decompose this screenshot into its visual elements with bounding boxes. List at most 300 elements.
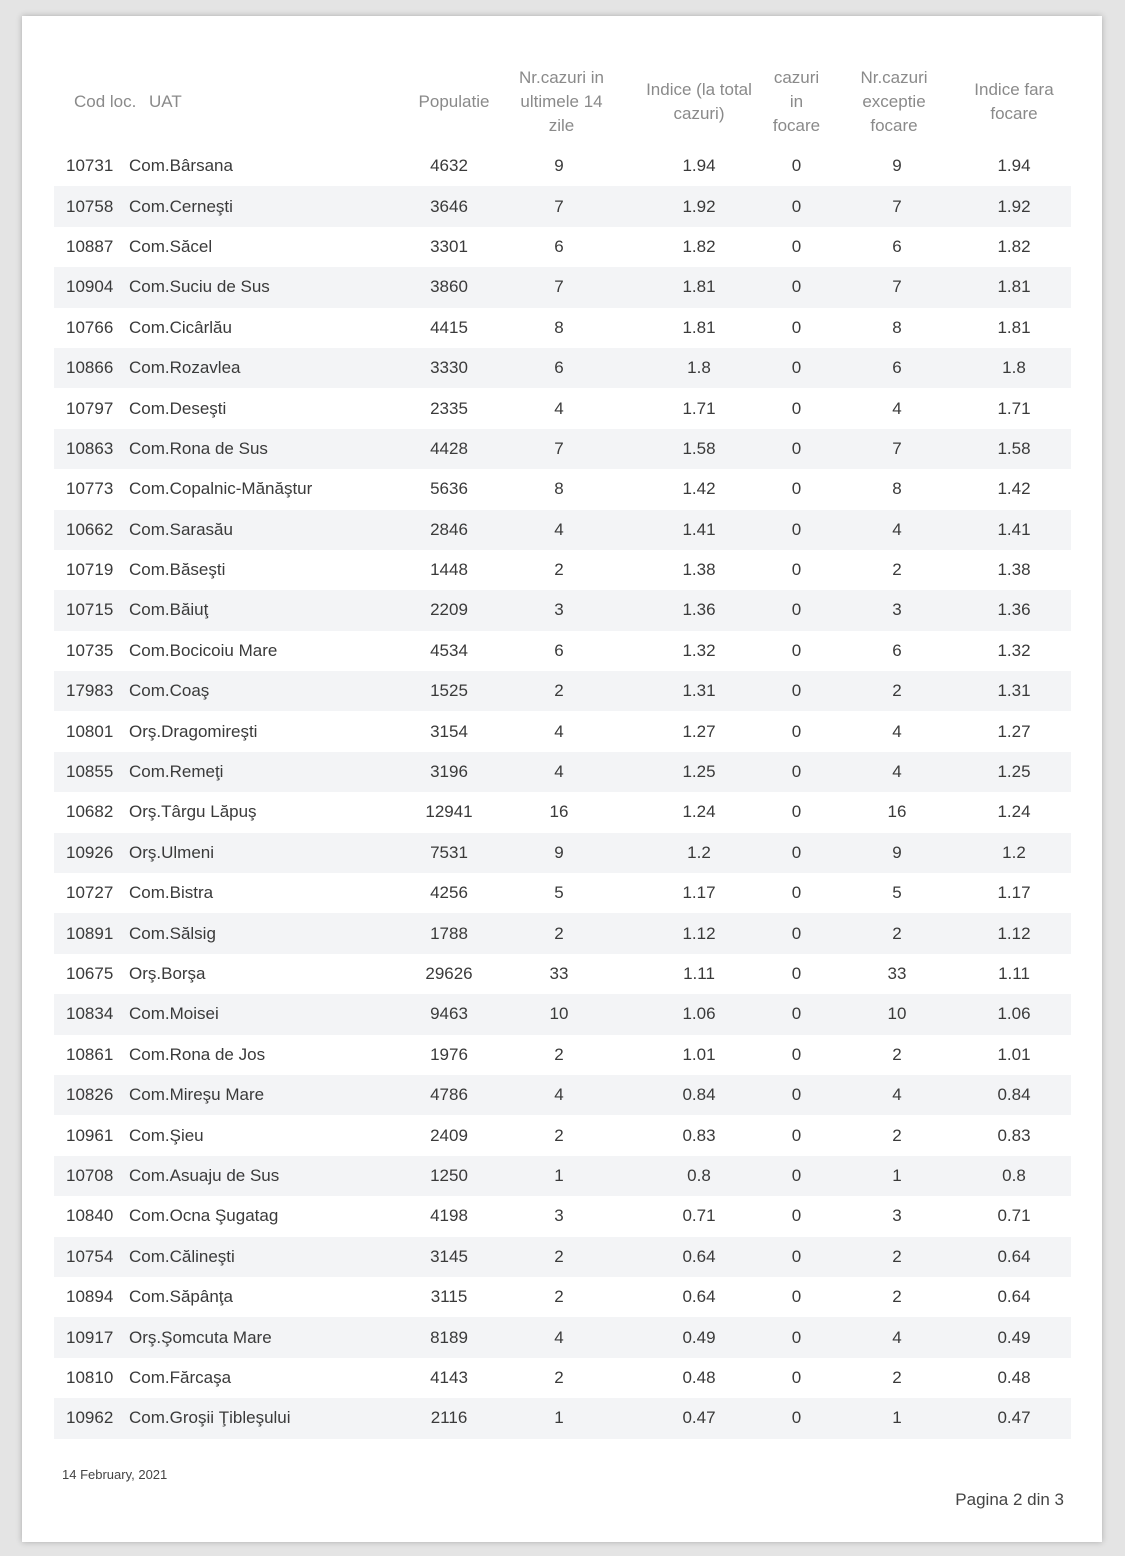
- cell-cazuri-focare: 0: [791, 842, 802, 862]
- cell-cazuri-focare: 0: [791, 1044, 802, 1064]
- cell-cazuri-focare: 0: [791, 1206, 802, 1226]
- cell-cazuri-focare: 0: [791, 802, 802, 822]
- cell-indice-fara: 0.49: [997, 1327, 1031, 1347]
- cell-indice-total: 1.17: [682, 883, 716, 903]
- cell-nr-cazuri-exceptie: 4: [892, 1085, 902, 1105]
- cell-nr-cazuri-exceptie: 2: [892, 1125, 902, 1145]
- table-row: [54, 1075, 1071, 1115]
- cell-cod-loc: 10662: [66, 519, 114, 539]
- table-row: [54, 1398, 1071, 1438]
- cell-uat: Orş.Ulmeni: [129, 842, 215, 862]
- cell-indice-fara: 0.71: [997, 1206, 1031, 1226]
- table-row: [54, 954, 1071, 994]
- cell-populatie: 1448: [430, 560, 468, 580]
- cell-indice-total: 0.83: [682, 1125, 716, 1145]
- cell-cazuri-focare: 0: [791, 1367, 802, 1387]
- header-uat: UAT: [149, 92, 182, 111]
- cell-nr-cazuri-exceptie: 16: [887, 802, 907, 822]
- cell-populatie: 1976: [430, 1044, 468, 1064]
- cell-cod-loc: 10810: [66, 1367, 114, 1387]
- cell-populatie: 3301: [430, 236, 468, 256]
- cell-indice-total: 1.01: [682, 1044, 716, 1064]
- cell-nr-cazuri-exceptie: 4: [892, 721, 902, 741]
- cell-nr-cazuri-exceptie: 6: [892, 640, 902, 660]
- cell-indice-total: 1.42: [682, 479, 716, 499]
- header-nr-cazuri-exceptie: Nr.cazuri exceptie focare: [860, 68, 928, 135]
- cell-nr-cazuri: 7: [554, 196, 564, 216]
- cell-nr-cazuri: 4: [554, 721, 564, 741]
- cell-uat: Com.Şieu: [129, 1125, 204, 1145]
- cell-nr-cazuri-exceptie: 6: [892, 236, 902, 256]
- cell-indice-fara: 1.31: [997, 681, 1031, 701]
- table-row: [54, 711, 1071, 751]
- table-row: [54, 388, 1071, 428]
- cell-cod-loc: 10715: [66, 600, 114, 620]
- cell-nr-cazuri: 4: [554, 1085, 564, 1105]
- table-row: [54, 146, 1071, 186]
- table-row: [54, 873, 1071, 913]
- cell-populatie: 4256: [430, 883, 468, 903]
- cell-indice-total: 1.12: [682, 923, 716, 943]
- cell-uat: Orş.Târgu Lăpuş: [129, 802, 257, 822]
- cell-cazuri-focare: 0: [791, 519, 802, 539]
- table-row: [54, 1196, 1071, 1236]
- cell-nr-cazuri: 9: [554, 842, 564, 862]
- cell-indice-total: 1.38: [682, 560, 716, 580]
- table-row: [54, 833, 1071, 873]
- table-row: [54, 510, 1071, 550]
- cell-nr-cazuri: 2: [554, 560, 564, 580]
- cell-nr-cazuri-exceptie: 7: [892, 438, 902, 458]
- table-row: [54, 671, 1071, 711]
- table-row: [54, 429, 1071, 469]
- cell-cod-loc: 10773: [66, 479, 114, 499]
- cell-indice-total: 1.94: [682, 156, 716, 176]
- page-number: Pagina 2 din 3: [955, 1490, 1064, 1509]
- cell-cod-loc: 10754: [66, 1246, 114, 1266]
- table-row: [54, 590, 1071, 630]
- cell-populatie: 3646: [430, 196, 468, 216]
- cell-cazuri-focare: 0: [791, 883, 802, 903]
- cell-indice-fara: 1.27: [997, 721, 1031, 741]
- cell-populatie: 3145: [430, 1246, 468, 1266]
- table-row: [54, 792, 1071, 832]
- header-cazuri-focare: cazuri in focare: [772, 68, 821, 135]
- cell-nr-cazuri: 4: [554, 1327, 564, 1347]
- cell-nr-cazuri: 10: [549, 1004, 569, 1024]
- document-page: [22, 16, 1102, 1542]
- cell-cazuri-focare: 0: [791, 1004, 802, 1024]
- table-row: [54, 1277, 1071, 1317]
- cell-nr-cazuri: 7: [554, 438, 564, 458]
- cell-cod-loc: 10758: [66, 196, 114, 216]
- cell-indice-total: 1.06: [682, 1004, 716, 1024]
- table-row: [54, 752, 1071, 792]
- cell-indice-fara: 0.83: [997, 1125, 1031, 1145]
- cell-nr-cazuri-exceptie: 4: [892, 762, 902, 782]
- cell-cod-loc: 10962: [66, 1408, 114, 1428]
- cell-cazuri-focare: 0: [791, 317, 802, 337]
- table-row: [54, 1035, 1071, 1075]
- footer-date: 14 February, 2021: [62, 1467, 168, 1482]
- cell-uat: Com.Moisei: [129, 1004, 219, 1024]
- cell-nr-cazuri: 2: [554, 1287, 564, 1307]
- header-nr-cazuri: Nr.cazuri in ultimele 14 zile: [518, 68, 605, 135]
- cell-cod-loc: 10866: [66, 358, 114, 378]
- cell-nr-cazuri-exceptie: 9: [892, 156, 902, 176]
- cell-nr-cazuri: 1: [554, 1408, 564, 1428]
- cell-indice-total: 1.81: [682, 277, 716, 297]
- cell-populatie: 3330: [430, 358, 468, 378]
- cell-populatie: 9463: [430, 1004, 468, 1024]
- cell-indice-fara: 0.64: [997, 1287, 1031, 1307]
- cell-cod-loc: 10961: [66, 1125, 114, 1145]
- cell-nr-cazuri-exceptie: 7: [892, 196, 902, 216]
- cell-nr-cazuri: 7: [554, 277, 564, 297]
- cell-indice-total: 1.24: [682, 802, 716, 822]
- cell-nr-cazuri: 16: [549, 802, 569, 822]
- cell-indice-fara: 1.12: [997, 923, 1031, 943]
- cell-cod-loc: 10766: [66, 317, 114, 337]
- cell-populatie: 7531: [430, 842, 468, 862]
- cell-nr-cazuri-exceptie: 8: [892, 479, 902, 499]
- cell-indice-total: 1.92: [682, 196, 716, 216]
- cell-cazuri-focare: 0: [791, 1125, 802, 1145]
- cell-indice-total: 1.27: [682, 721, 716, 741]
- cell-indice-fara: 1.17: [997, 883, 1031, 903]
- cell-uat: Com.Fărcaşa: [129, 1367, 232, 1387]
- cell-uat: Com.Băseşti: [129, 560, 226, 580]
- table-row: [54, 1237, 1071, 1277]
- cell-cod-loc: 10735: [66, 640, 114, 660]
- cell-populatie: 2335: [430, 398, 468, 418]
- cell-populatie: 2116: [430, 1408, 468, 1428]
- cell-uat: Com.Băiuţ: [129, 600, 209, 620]
- cell-indice-fara: 1.38: [997, 560, 1031, 580]
- cell-nr-cazuri: 4: [554, 519, 564, 539]
- cell-uat: Com.Bârsana: [129, 156, 233, 176]
- cell-cazuri-focare: 0: [791, 398, 802, 418]
- cell-indice-fara: 1.8: [1002, 358, 1026, 378]
- cell-cod-loc: 10675: [66, 964, 114, 983]
- table-row: [54, 267, 1071, 307]
- cell-nr-cazuri: 2: [554, 681, 564, 701]
- table-header: [54, 56, 1071, 148]
- table-row: [54, 469, 1071, 509]
- cell-nr-cazuri: 1: [554, 1165, 564, 1185]
- cell-indice-total: 1.58: [682, 438, 716, 458]
- cell-nr-cazuri: 4: [554, 398, 564, 418]
- cell-indice-fara: 1.32: [997, 640, 1031, 660]
- cell-cazuri-focare: 0: [791, 236, 802, 256]
- cell-nr-cazuri-exceptie: 2: [892, 1044, 902, 1064]
- cell-cazuri-focare: 0: [791, 358, 802, 378]
- cell-populatie: 3196: [430, 762, 468, 782]
- cell-indice-fara: 0.47: [997, 1408, 1031, 1428]
- table-row: [54, 1115, 1071, 1155]
- cell-populatie: 1525: [430, 681, 468, 701]
- cell-indice-fara: 0.8: [1002, 1165, 1026, 1185]
- cell-indice-fara: 0.84: [997, 1085, 1031, 1105]
- cell-nr-cazuri: 6: [554, 358, 564, 378]
- cell-nr-cazuri-exceptie: 10: [887, 1004, 907, 1024]
- cell-indice-total: 0.71: [682, 1206, 716, 1226]
- cell-populatie: 12941: [425, 802, 473, 822]
- cell-cazuri-focare: 0: [791, 1246, 802, 1266]
- cell-cazuri-focare: 0: [791, 479, 802, 499]
- cell-cod-loc: 10708: [66, 1165, 114, 1185]
- cell-indice-total: 1.36: [682, 600, 716, 620]
- cell-nr-cazuri-exceptie: 7: [892, 277, 902, 297]
- cell-populatie: 8189: [430, 1327, 468, 1347]
- cell-populatie: 4534: [430, 640, 468, 660]
- table-body: [54, 146, 1071, 1439]
- cell-cazuri-focare: 0: [791, 923, 802, 943]
- table-row: [54, 186, 1071, 226]
- cell-nr-cazuri-exceptie: 2: [892, 1287, 902, 1307]
- cell-populatie: 3115: [430, 1287, 468, 1307]
- cell-cod-loc: 10801: [66, 721, 114, 741]
- cell-cod-loc: 10797: [66, 398, 114, 418]
- cell-populatie: 5636: [430, 479, 468, 499]
- cell-nr-cazuri-exceptie: 33: [887, 964, 907, 983]
- cell-nr-cazuri-exceptie: 4: [892, 398, 902, 418]
- cell-indice-total: 0.47: [682, 1408, 716, 1428]
- table-row: [54, 913, 1071, 953]
- table-row: [54, 994, 1071, 1034]
- cell-indice-total: 0.48: [682, 1367, 716, 1387]
- cell-cod-loc: 10719: [66, 560, 114, 580]
- cell-nr-cazuri: 2: [554, 1044, 564, 1064]
- cell-indice-total: 0.64: [682, 1287, 716, 1307]
- cell-indice-fara: 1.36: [997, 600, 1031, 620]
- cell-indice-total: 0.64: [682, 1246, 716, 1266]
- cell-indice-fara: 1.82: [997, 236, 1031, 256]
- table-row: [54, 1317, 1071, 1357]
- cell-nr-cazuri-exceptie: 2: [892, 1246, 902, 1266]
- cell-indice-fara: 0.48: [997, 1367, 1031, 1387]
- cell-indice-total: 0.84: [682, 1085, 716, 1105]
- header-populatie: Populatie: [418, 92, 490, 111]
- cell-populatie: 4415: [430, 317, 468, 337]
- cell-populatie: 3860: [430, 277, 468, 297]
- cell-cazuri-focare: 0: [791, 560, 802, 580]
- cell-nr-cazuri-exceptie: 2: [892, 560, 902, 580]
- cell-nr-cazuri-exceptie: 2: [892, 681, 902, 701]
- cell-cazuri-focare: 0: [791, 438, 802, 458]
- cell-nr-cazuri-exceptie: 2: [892, 1367, 902, 1387]
- cell-nr-cazuri: 8: [554, 317, 564, 337]
- cell-uat: Com.Remeţi: [129, 762, 224, 782]
- table-row: [54, 227, 1071, 267]
- cell-cod-loc: 10840: [66, 1206, 114, 1226]
- cell-indice-total: 1.32: [682, 640, 716, 660]
- cell-populatie: 1788: [430, 923, 468, 943]
- cell-cazuri-focare: 0: [791, 1327, 802, 1347]
- cell-uat: Com.Groşii Ţibleşului: [129, 1408, 291, 1428]
- cell-populatie: 4632: [430, 156, 468, 176]
- cell-populatie: 2409: [430, 1125, 468, 1145]
- cell-nr-cazuri: 3: [554, 1206, 564, 1226]
- cell-cod-loc: 10917: [66, 1327, 114, 1347]
- cell-populatie: 3154: [430, 721, 468, 741]
- cell-cazuri-focare: 0: [791, 681, 802, 701]
- cell-cod-loc: 10904: [66, 277, 114, 297]
- cell-nr-cazuri-exceptie: 5: [892, 883, 902, 903]
- cell-uat: Com.Mireşu Mare: [129, 1085, 265, 1105]
- cell-uat: Com.Ocna Şugatag: [129, 1206, 279, 1226]
- cell-indice-total: 1.71: [682, 398, 716, 418]
- cell-populatie: 4428: [430, 438, 468, 458]
- cell-cazuri-focare: 0: [791, 1408, 802, 1428]
- cell-nr-cazuri: 33: [549, 964, 569, 983]
- cell-cazuri-focare: 0: [791, 277, 802, 297]
- cell-uat: Orş.Borşa: [129, 964, 206, 983]
- cell-indice-total: 0.49: [682, 1327, 716, 1347]
- cell-indice-total: 1.2: [687, 842, 711, 862]
- cell-indice-total: 1.25: [682, 762, 716, 782]
- cell-indice-fara: 1.42: [997, 479, 1031, 499]
- cell-nr-cazuri-exceptie: 4: [892, 519, 902, 539]
- cell-cazuri-focare: 0: [791, 1165, 802, 1185]
- cell-nr-cazuri: 8: [554, 479, 564, 499]
- cell-nr-cazuri-exceptie: 2: [892, 923, 902, 943]
- cell-cazuri-focare: 0: [791, 964, 802, 983]
- cell-nr-cazuri: 6: [554, 640, 564, 660]
- cell-uat: Com.Copalnic-Mănăştur: [129, 479, 313, 499]
- cell-uat: Com.Rona de Jos: [129, 1044, 266, 1064]
- cell-nr-cazuri-exceptie: 6: [892, 358, 902, 378]
- cell-populatie: 2846: [430, 519, 468, 539]
- cell-uat: Com.Săpânţa: [129, 1287, 233, 1307]
- cell-indice-fara: 0.64: [997, 1246, 1031, 1266]
- cell-cod-loc: 10826: [66, 1085, 114, 1105]
- cell-populatie: 1250: [430, 1165, 468, 1185]
- cell-nr-cazuri: 3: [554, 600, 564, 620]
- cell-uat: Com.Cerneşti: [129, 196, 233, 216]
- cell-uat: Com.Săcel: [129, 236, 213, 256]
- cell-indice-total: 1.8: [687, 358, 711, 378]
- cell-cod-loc: 10834: [66, 1004, 114, 1024]
- cell-indice-fara: 1.92: [997, 196, 1031, 216]
- cell-indice-fara: 1.2: [1002, 842, 1026, 862]
- cell-populatie: 4143: [430, 1367, 468, 1387]
- cell-nr-cazuri: 9: [554, 156, 564, 176]
- header-cod-loc: Cod loc.: [74, 92, 137, 111]
- header-indice-fara: Indice fara focare: [974, 80, 1054, 123]
- cell-cod-loc: 10887: [66, 236, 114, 256]
- cell-indice-fara: 1.81: [997, 277, 1031, 297]
- cell-cod-loc: 10894: [66, 1287, 114, 1307]
- cell-nr-cazuri-exceptie: 9: [892, 842, 902, 862]
- cell-cazuri-focare: 0: [791, 721, 802, 741]
- cell-nr-cazuri-exceptie: 1: [892, 1165, 902, 1185]
- cell-cazuri-focare: 0: [791, 156, 802, 176]
- cell-cod-loc: 10861: [66, 1044, 114, 1064]
- cell-cod-loc: 10863: [66, 438, 114, 458]
- cell-indice-total: 1.11: [683, 964, 715, 983]
- cell-uat: Com.Rona de Sus: [129, 438, 268, 458]
- cell-indice-total: 1.82: [682, 236, 716, 256]
- cell-nr-cazuri: 2: [554, 1246, 564, 1266]
- table-row: [54, 631, 1071, 671]
- cell-cazuri-focare: 0: [791, 600, 802, 620]
- table-row: [54, 308, 1071, 348]
- cell-uat: Com.Coaş: [129, 681, 210, 701]
- cell-cod-loc: 10855: [66, 762, 114, 782]
- cell-indice-fara: 1.06: [997, 1004, 1031, 1024]
- cell-uat: Com.Cicârlău: [129, 317, 232, 337]
- cell-indice-fara: 1.94: [997, 156, 1031, 176]
- cell-uat: Com.Suciu de Sus: [129, 277, 270, 297]
- cell-cod-loc: 10731: [66, 156, 114, 176]
- cell-uat: Com.Sălsig: [129, 923, 216, 943]
- cell-uat: Orş.Şomcuta Mare: [129, 1327, 272, 1347]
- cell-uat: Com.Bocicoiu Mare: [129, 640, 278, 660]
- cell-cod-loc: 10727: [66, 883, 114, 903]
- cell-indice-fara: 1.25: [997, 762, 1031, 782]
- cell-populatie: 29626: [425, 964, 473, 983]
- cell-nr-cazuri-exceptie: 8: [892, 317, 902, 337]
- cell-populatie: 2209: [430, 600, 468, 620]
- cell-indice-fara: 1.81: [997, 317, 1031, 337]
- cell-cod-loc: 17983: [66, 681, 114, 701]
- cell-uat: Com.Sarasău: [129, 519, 233, 539]
- cell-uat: Com.Călineşti: [129, 1246, 235, 1266]
- cell-cod-loc: 10891: [66, 923, 114, 943]
- cell-nr-cazuri: 2: [554, 923, 564, 943]
- cell-nr-cazuri: 2: [554, 1125, 564, 1145]
- cell-nr-cazuri: 4: [554, 762, 564, 782]
- cell-uat: Com.Deseşti: [129, 398, 227, 418]
- cell-nr-cazuri: 6: [554, 236, 564, 256]
- cell-nr-cazuri-exceptie: 3: [892, 600, 902, 620]
- cell-indice-fara: 1.58: [997, 438, 1031, 458]
- table-row: [54, 348, 1071, 388]
- header-indice-total: Indice (la total cazuri): [646, 80, 752, 123]
- cell-indice-total: 1.31: [682, 681, 716, 701]
- cell-indice-fara: 1.11: [998, 964, 1030, 983]
- cell-indice-fara: 1.24: [997, 802, 1031, 822]
- cell-indice-total: 0.8: [687, 1165, 711, 1185]
- cell-nr-cazuri: 5: [554, 883, 564, 903]
- cell-nr-cazuri-exceptie: 3: [892, 1206, 902, 1226]
- table-row: [54, 1156, 1071, 1196]
- table-row: [54, 550, 1071, 590]
- cell-nr-cazuri-exceptie: 1: [892, 1408, 902, 1428]
- cell-cazuri-focare: 0: [791, 640, 802, 660]
- cell-uat: Com.Bistra: [129, 883, 214, 903]
- table-row: [54, 1358, 1071, 1398]
- cell-cazuri-focare: 0: [791, 1287, 802, 1307]
- cell-indice-fara: 1.01: [997, 1044, 1031, 1064]
- cell-cod-loc: 10926: [66, 842, 114, 862]
- cell-indice-fara: 1.71: [997, 398, 1031, 418]
- cell-uat: Orş.Dragomireşti: [129, 721, 258, 741]
- cell-nr-cazuri-exceptie: 4: [892, 1327, 902, 1347]
- cell-uat: Com.Asuaju de Sus: [129, 1165, 280, 1185]
- cell-indice-fara: 1.41: [997, 519, 1031, 539]
- cell-indice-total: 1.41: [682, 519, 716, 539]
- cell-cazuri-focare: 0: [791, 762, 802, 782]
- cell-cod-loc: 10682: [66, 802, 114, 822]
- cell-indice-total: 1.81: [682, 317, 716, 337]
- cell-cazuri-focare: 0: [791, 1085, 802, 1105]
- cell-cazuri-focare: 0: [791, 196, 802, 216]
- cell-nr-cazuri: 2: [554, 1367, 564, 1387]
- cell-uat: Com.Rozavlea: [129, 358, 241, 378]
- cell-populatie: 4198: [430, 1206, 468, 1226]
